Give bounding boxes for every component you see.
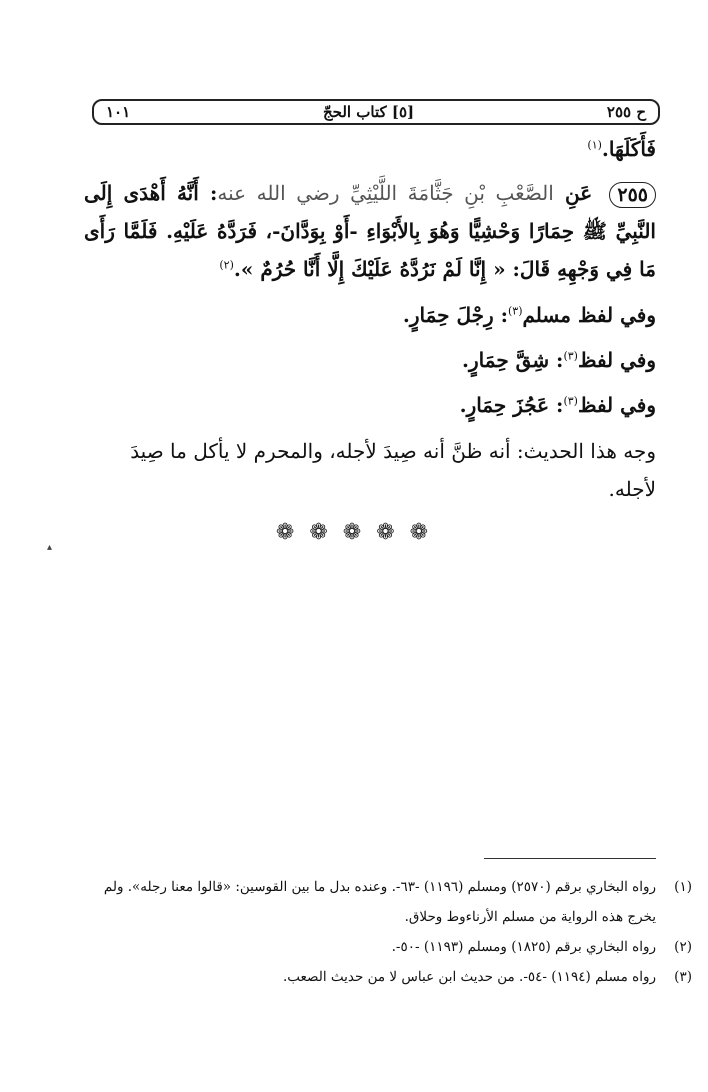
variant-line xyxy=(84,386,656,424)
margin-mark: ▴ xyxy=(47,542,53,553)
hadith-paragraph xyxy=(84,174,656,288)
variant-prefix: وفي لفظ xyxy=(577,348,656,372)
footnote-ref-3: (٣) xyxy=(563,394,578,408)
explanation-paragraph: وجه هذا الحديث: أنه ظنَّ أنه صِيدَ لأجله، والمحرم لا يأكل ما صِيدَ لأجله. xyxy=(130,439,656,501)
hadith-narrator: الصَّعْبِ بْنِ جَثَّامَةَ اللَّيْثِيِّ رضي الله عنه xyxy=(217,181,554,205)
variant-text: : رِجْلَ حِمَارٍ. xyxy=(402,303,508,327)
previous-hadith-ending xyxy=(84,130,656,168)
footnote-text: رواه مسلم (١١٩٤) -٥٤-. من حديث ابن عباس لا من حديث الصعب. xyxy=(282,969,656,985)
footnote-ref-3: (٣) xyxy=(507,304,523,318)
footnote-ref-2: (٢) xyxy=(219,258,234,272)
footnote-divider xyxy=(484,858,656,859)
prev-ending-text: فَأَكَلَهَا. xyxy=(601,137,656,161)
footnote xyxy=(84,962,692,992)
footnotes xyxy=(84,872,692,992)
variant-text: : عَجُزَ حِمَارٍ. xyxy=(459,393,564,417)
variant-prefix: وفي لفظ xyxy=(577,393,656,417)
hadith-number-badge: ٢٥٥ xyxy=(609,182,656,208)
footnote-number: (٣) xyxy=(674,969,692,985)
footnote xyxy=(84,932,692,962)
footnote-number: (٢) xyxy=(674,939,692,955)
footnote-text: رواه البخاري برقم (١٨٢٥) ومسلم (١١٩٣) -٥٠-. xyxy=(391,939,656,955)
footnote-text: رواه البخاري برقم (٢٥٧٠) ومسلم (١١٩٦) -٦٣-. وعنده بدل ما بين القوسين: «قالوا معنا رجله». ولم يخرج هذه الرواية من مسلم الأرناءوط وحلاق. xyxy=(103,879,656,925)
variant-prefix: وفي لفظ مسلم xyxy=(522,303,656,327)
footnote-ref-1: (١) xyxy=(587,138,602,152)
footnote-ref-3: (٣) xyxy=(563,349,578,363)
variant-line xyxy=(84,296,656,334)
header-page-number: ١٠١ xyxy=(106,103,131,121)
hadith-text: : أَنَّهُ أَهْدَى إِلَى النَّبِيِّ ﷺ حِمَارًا وَحْشِيًّا وَهُوَ بِالأَبْوَاءِ -أَوْ بِوَدَّانَ-، فَرَدَّهُ عَلَيْهِ. فَلَمَّا رَأَى مَا فِي وَجْهِهِ قَالَ: « إِنَّا لَمْ نَرُدَّهُ عَلَيْكَ إِلَّا أَنَّا حُرُمٌ ». xyxy=(84,181,656,281)
section-ornament: ❁ ❁ ❁ ❁ ❁ xyxy=(275,520,433,545)
footnote-number: (١) xyxy=(674,879,692,895)
page-header xyxy=(92,99,660,125)
header-chapter-title: [٥] كتاب الحجّ xyxy=(322,103,415,121)
hadith-lead: عَنِ xyxy=(565,181,593,205)
variant-line xyxy=(84,341,656,379)
footnote xyxy=(84,872,692,932)
variant-text: : شِقَّ حِمَارٍ. xyxy=(462,348,564,372)
header-hadith-ref: ح ٢٥٥ xyxy=(606,103,646,121)
